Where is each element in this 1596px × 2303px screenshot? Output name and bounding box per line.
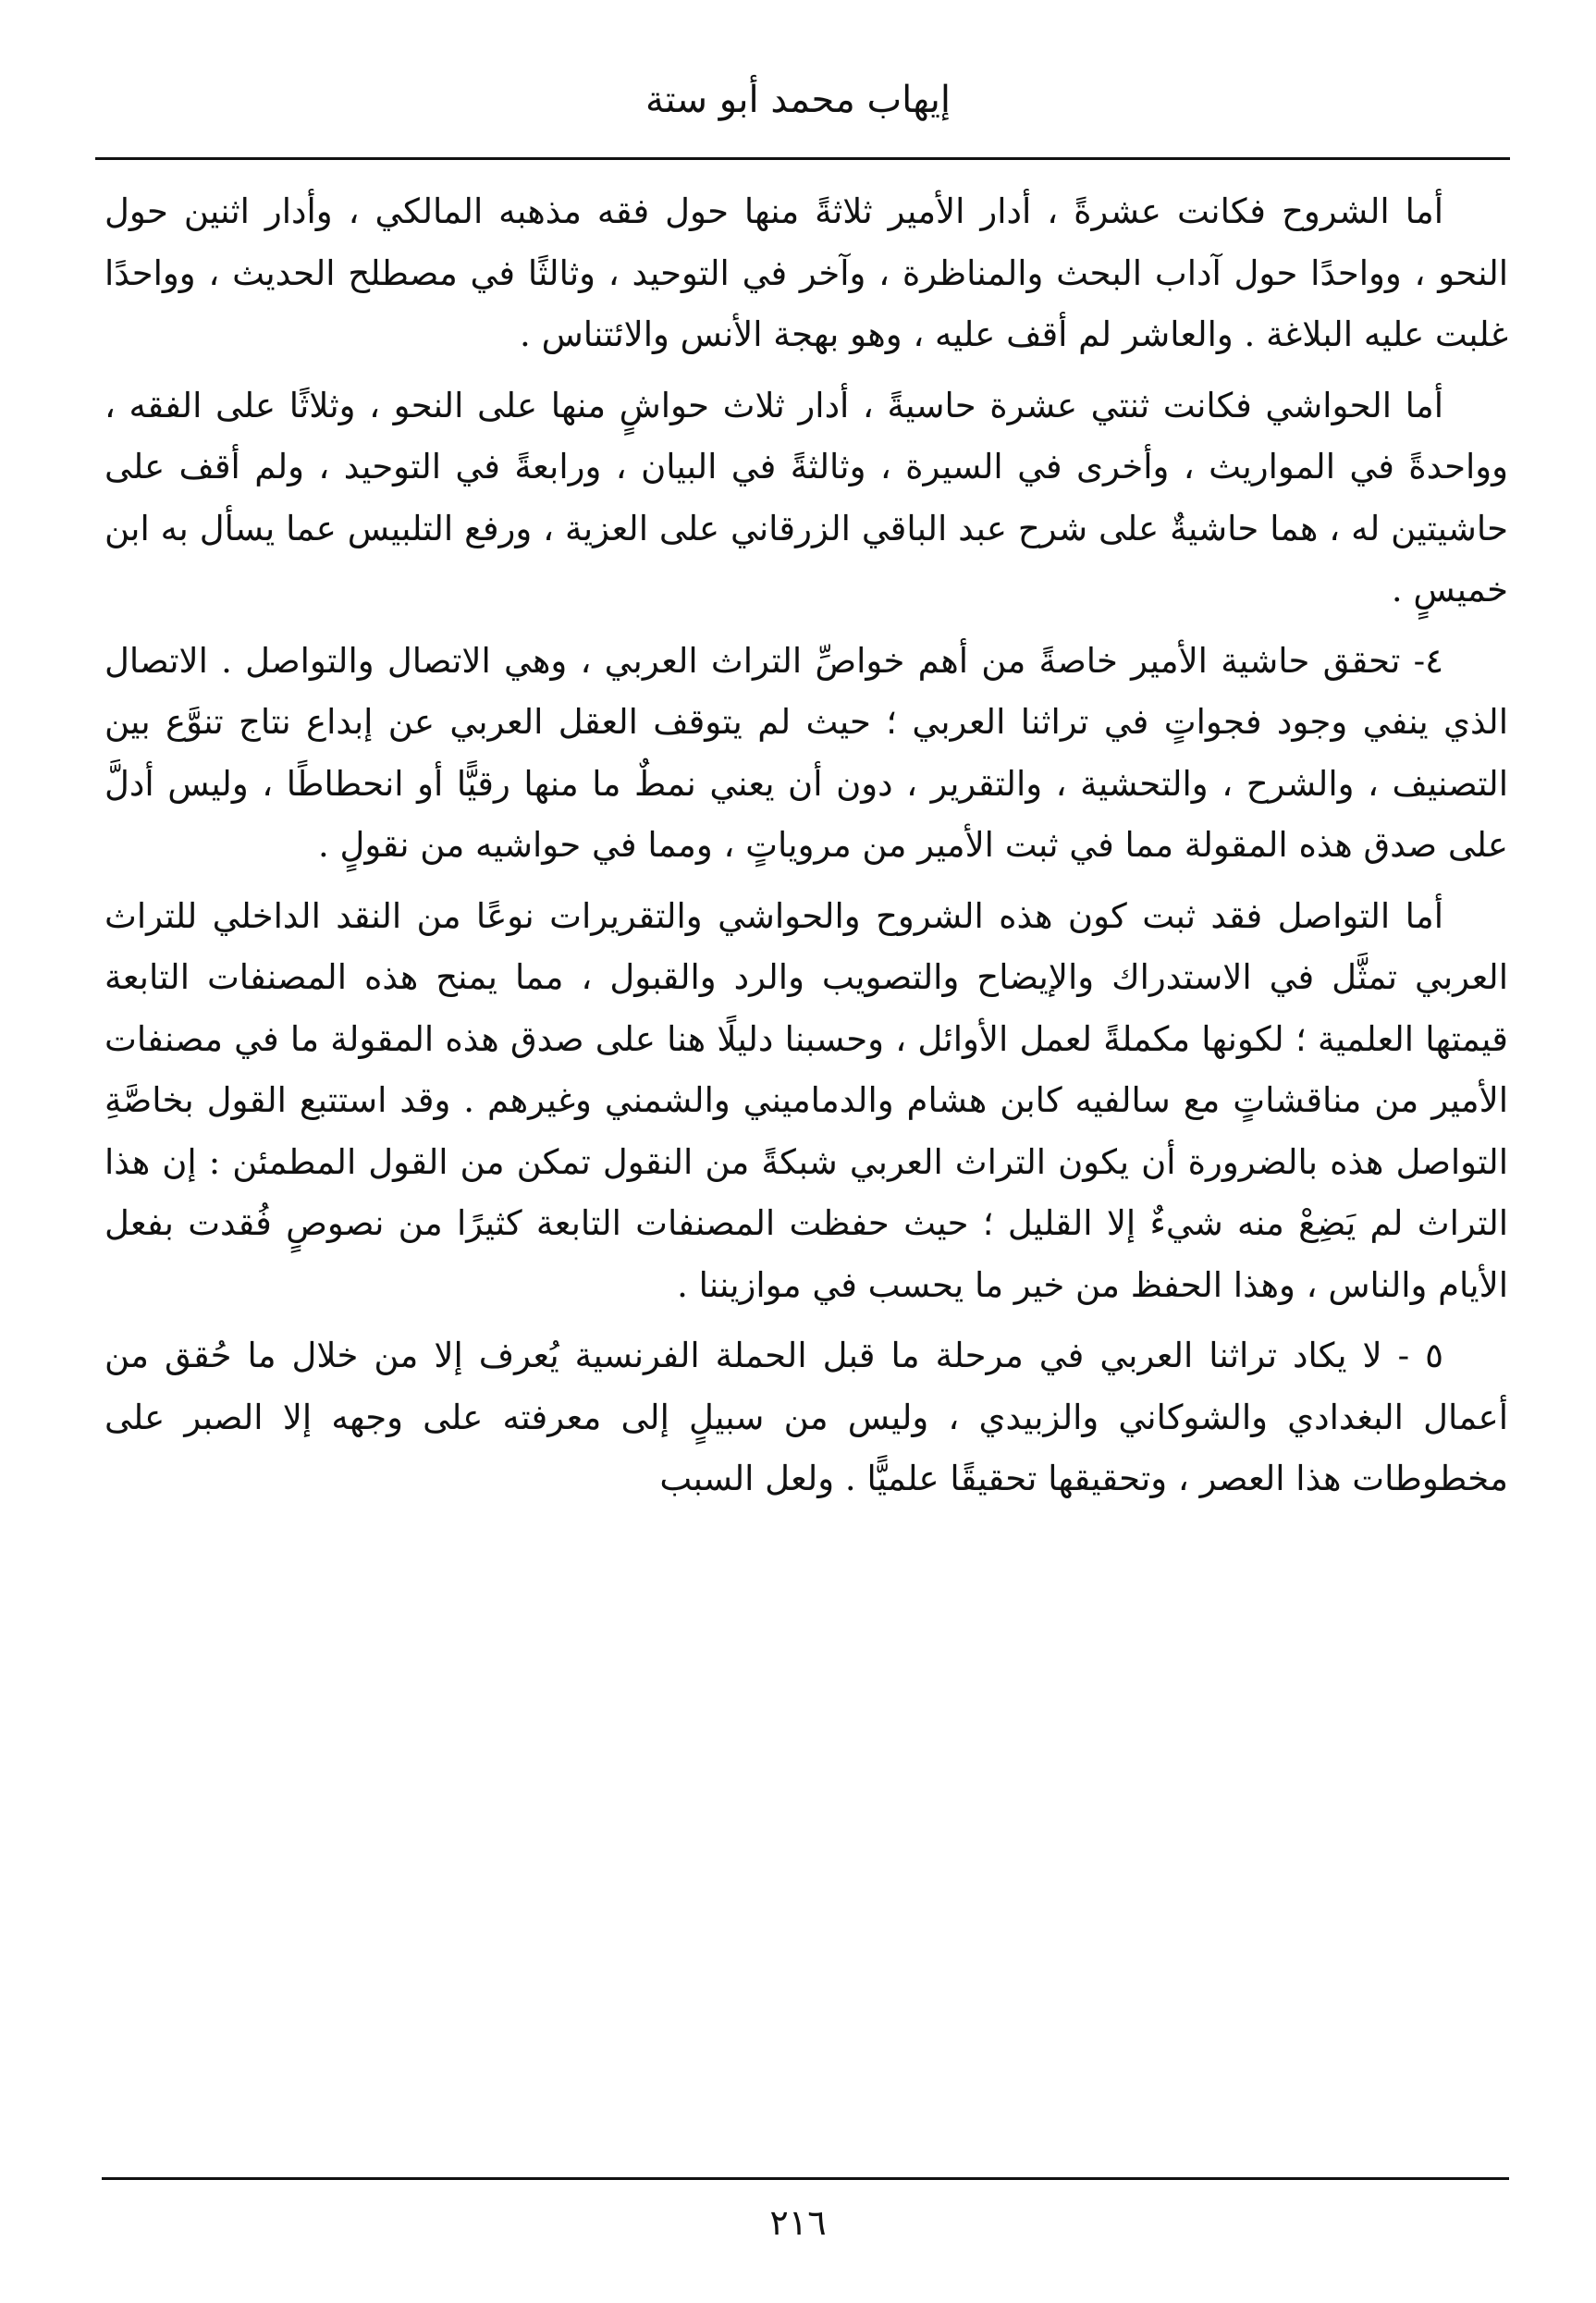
running-head-author: إيهاب محمد أبو ستة: [645, 79, 951, 121]
paragraph-commentaries: أما الشروح فكانت عشرةً ، أدار الأمير ثلاثةً منها حول فقه مذهبه المالكي ، وأدار اثنين حول النحو ، وواحدًا حول آداب البحث والمناظرة ، وآخر في التوحيد ، وثالثًا في مصطلح الحديث ، وواحدًا غلبت عليه البلاغة . والعاشر لم أقف عليه ، وهو بهجة الأنس والائتناس .: [104, 191, 1508, 354]
paragraph-point-4-continuity: ٤- تحقق حاشية الأمير خاصةً من أهم خواصِّ التراث العربي ، وهي الاتصال والتواصل . الاتصال الذي ينفي وجود فجواتٍ في تراثنا العربي ؛ حيث لم يتوقف العقل العربي عن إبداع نتاج تنوَّع بين التصنيف ، والشرح ، والتحشية ، والتقرير ، دون أن يعني نمطٌ ما منها رقيًّا أو انحطاطًا ، وليس أدلَّ على صدق هذه المقولة مما في ثبت الأمير من مروياتٍ ، ومما في حواشيه من نقولٍ .: [104, 640, 1508, 865]
page-body: [104, 181, 1508, 1520]
paragraph-glosses: أما الحواشي فكانت ثنتي عشرة حاسيةً ، أدار ثلاث حواشٍ منها على النحو ، وثلاثًا على الفقه ، وواحدةً في المواريث ، وأخرى في السيرة ، وثالثةً في البيان ، ورابعةً في التوحيد ، ولم أقف على حاشيتين له ، هما حاشيةٌ على شرح عبد الباقي الزرقاني على العزية ، ورفع التلبيس عما يسأل به ابن خميسٍ .: [104, 385, 1508, 610]
header-divider: [95, 157, 1510, 160]
paragraph-communication: أما التواصل فقد ثبت كون هذه الشروح والحواشي والتقريرات نوعًا من النقد الداخلي للتراث العربي تمثَّل في الاستدراك والإيضاح والتصويب والرد والقبول ، مما يمنح هذه المصنفات التابعة قيمتها العلمية ؛ لكونها مكملةً لعمل الأوائل ، وحسبنا دليلًا هنا على صدق هذه المقولة ما في مصنفات الأمير من مناقشاتٍ مع سالفيه كابن هشام والدماميني والشمني وغيرهم . وقد استتبع القول بخاصَّةِ التواصل هذه بالضرورة أن يكون التراث العربي شبكةً من النقول تمكن من القول المطمئن : إن هذا التراث لم يَضِعْ منه شيءٌ إلا القليل ؛ حيث حفظت المصنفات التابعة كثيرًا من نصوصٍ فُقدت بفعل الأيام والناس ، وهذا الحفظ من خير ما يحسب في موازيننا .: [104, 895, 1508, 1305]
footer-divider: [102, 2177, 1509, 2180]
paragraph-point-5-heritage: ٥ - لا يكاد تراثنا العربي في مرحلة ما قبل الحملة الفرنسية يُعرف إلا من خلال ما حُقق من أعمال البغدادي والشوكاني والزبيدي ، وليس من سبيلٍ إلى معرفته على وجهه إلا الصبر على مخطوطات هذا العصر ، وتحقيقها تحقيقًا علميًّا . ولعل السبب: [104, 1336, 1508, 1498]
page-number: ٢١٦: [769, 2202, 827, 2243]
